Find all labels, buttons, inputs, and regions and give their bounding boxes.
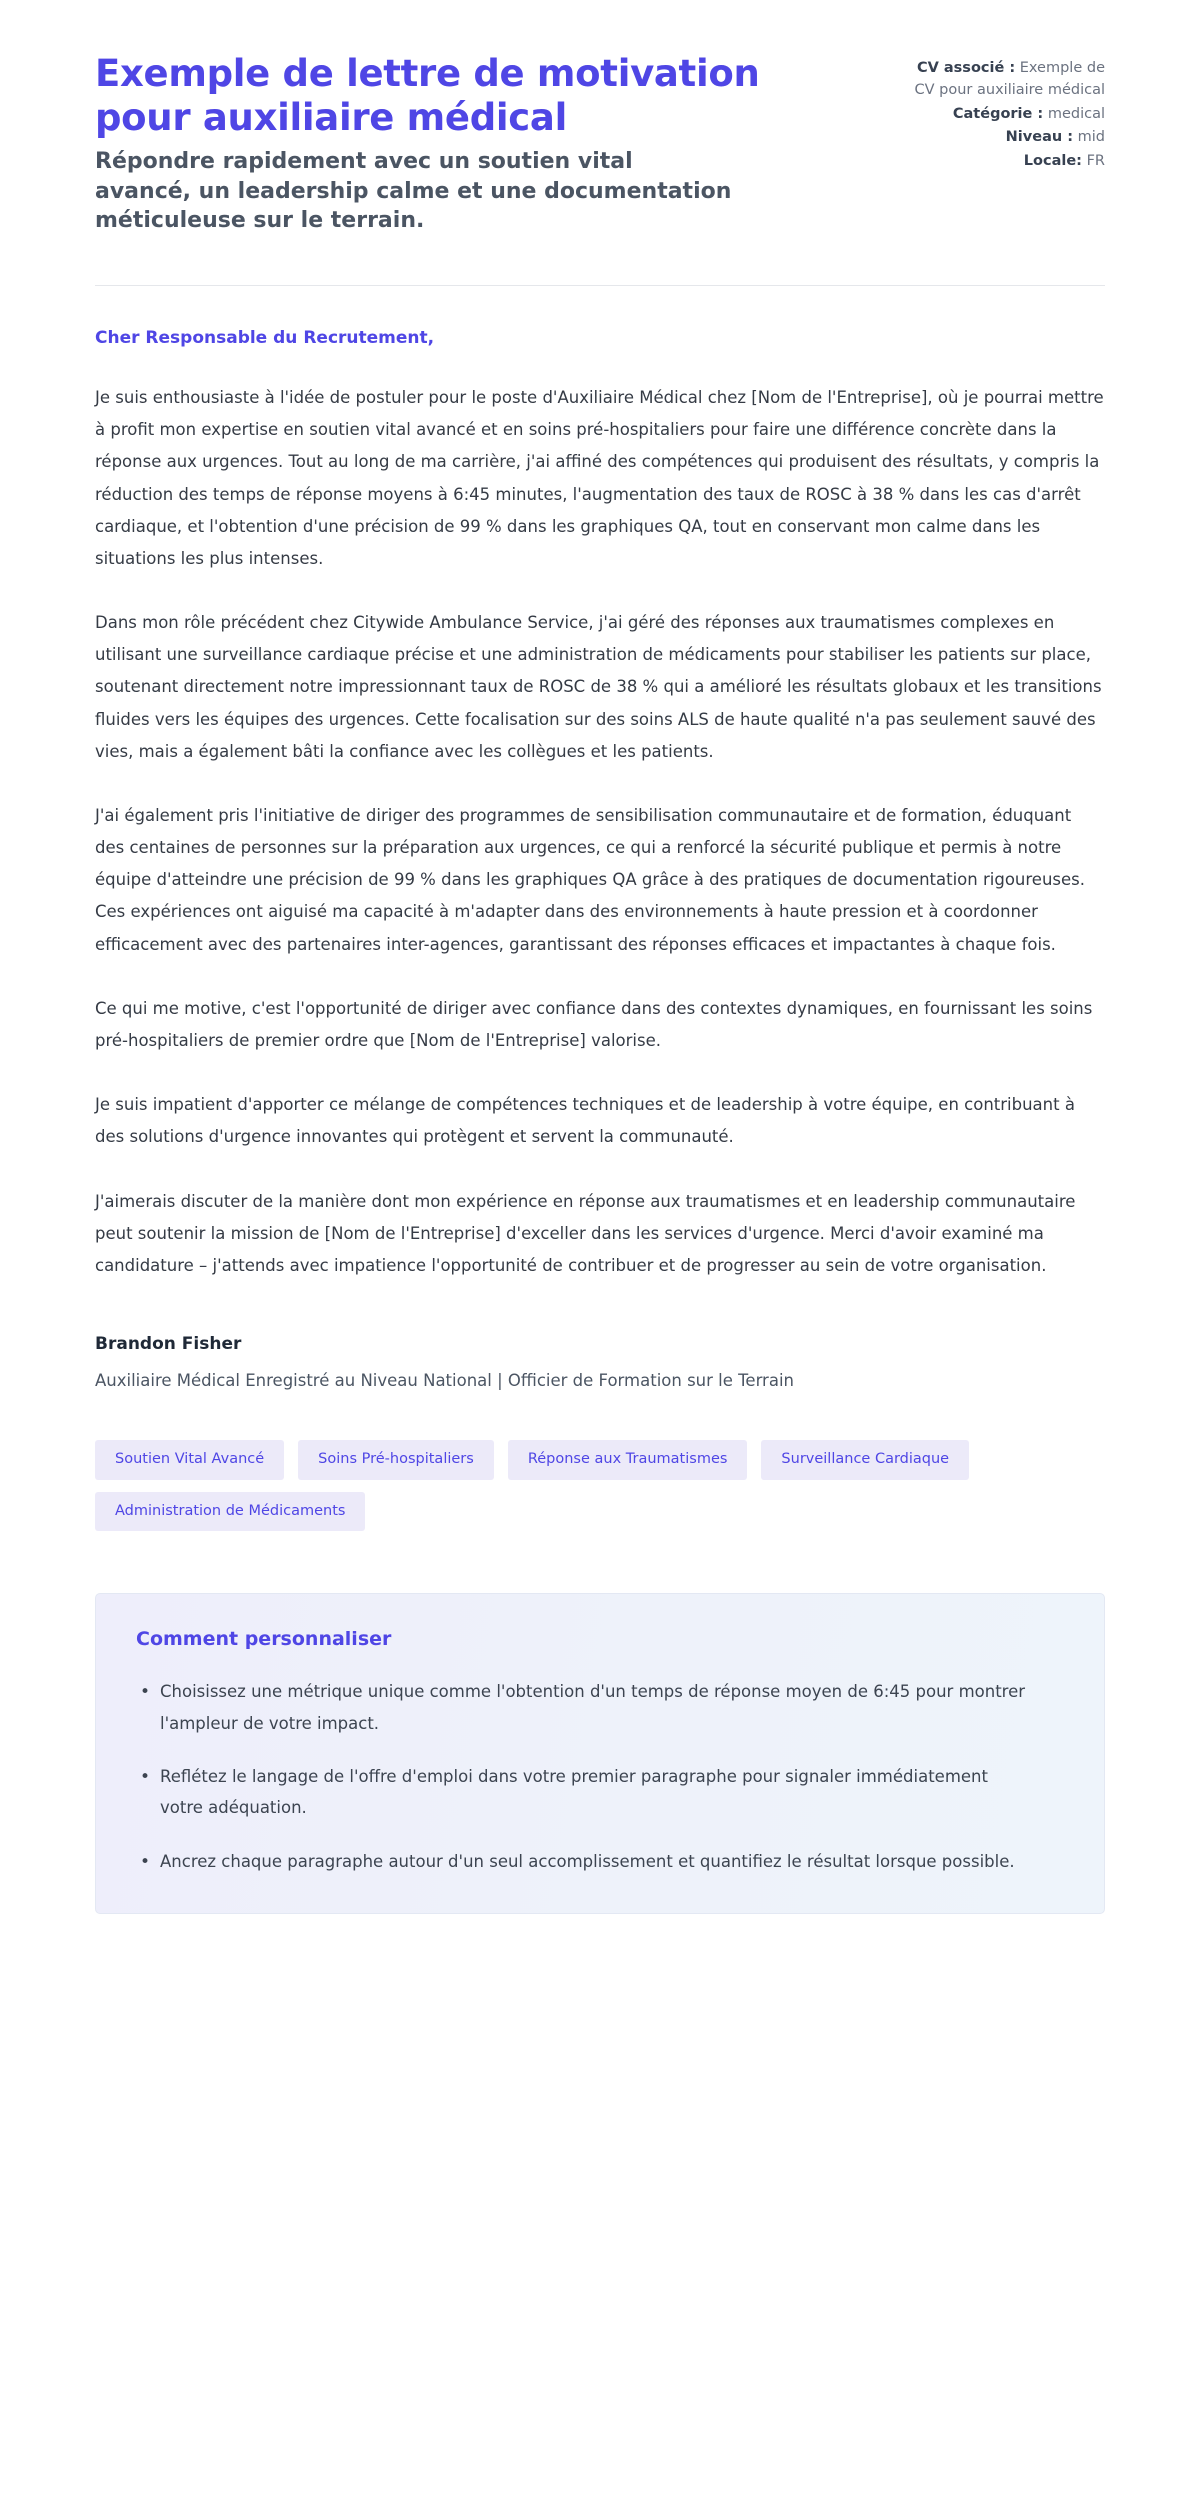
meta-value-related-cv: Exemple de CV pour auxiliaire médical [914,60,1105,98]
signature-role: Auxiliaire Médical Enregistré au Niveau National | Officier de Formation sur le Terrain [95,1371,794,1391]
callout-tip-item: • Choisissez une métrique unique comme l'obtention d'un temps de réponse moyen de 6:45 pour montrer l'ampleur de votre impact. [136,1676,1036,1739]
meta-value-locale: FR [1081,153,1105,169]
letter-paragraph: J'ai également pris l'initiative de diriger des programmes de sensibilisation communautaire et de formation, éduquant des centaines de personnes sur la préparation aux urgences, ce qui a renforcé la sécurité publique et permis à notre équipe d'atteindre une précision de 99 % dans les graphiques QA grâce à des pratiques de documentation rigoureuses. Ces expériences ont aiguisé ma capacité à m'adapter dans des environnements à haute pression et à coordonner efficacement avec des partenaires inter-agences, garantissant des réponses efficaces et impactantes à chaque fois. [95,805,1085,954]
meta-row-category [900,104,1105,126]
header-text-block [95,52,835,235]
customization-callout [95,1593,1105,1914]
document-metadata [900,52,1105,175]
meta-row-locale [900,151,1105,173]
skill-tag-list [95,1440,1105,1531]
skill-tag[interactable]: Surveillance Cardiaque [761,1440,969,1479]
callout-tip-item: • Ancrez chaque paragraphe autour d'un seul accomplissement et quantifiez le résultat lorsque possible. [136,1846,1036,1877]
callout-tip-item: • Reflétez le langage de l'offre d'emploi dans votre premier paragraphe pour signaler immédiatement votre adéquation. [136,1761,1036,1824]
letter-salutation: Cher Responsable du Recrutement, [95,328,435,349]
meta-label-locale: Locale: [1023,153,1082,169]
page-content [95,0,1105,1914]
letter-body [95,286,1105,1282]
letter-paragraph: Ce qui me motive, c'est l'opportunité de diriger avec confiance dans des contextes dynamiques, en fournissant les soins pré-hospitaliers de premier ordre que [Nom de l'Entreprise] valorise. [95,998,1093,1050]
meta-value-category: medical [1043,105,1105,122]
skill-tag[interactable]: Soins Pré-hospitaliers [298,1440,494,1479]
letter-paragraph: Dans mon rôle précédent chez Citywide Ambulance Service, j'ai géré des réponses aux traumatismes complexes en utilisant une surveillance cardiaque précise et une administration de médicaments pour stabiliser les patients sur place, soutenant directement notre impressionnant taux de ROSC de 38 % qui a amélioré les résultats globaux et les transitions fluides vers les équipes des urgences. Cette focalisation sur des soins ALS de haute qualité n'a pas seulement sauvé des vies, mais a également bâti la confiance avec les collègues et les patients. [95,613,1102,761]
letter-paragraphs [95,382,1105,1282]
skill-tag[interactable]: Soutien Vital Avancé [95,1440,284,1479]
page-subtitle: Répondre rapidement avec un soutien vital avancé, un leadership calme et une documentation méticuleuse sur le terrain. [95,149,732,233]
meta-label-related-cv: CV associé : [916,60,1016,76]
meta-row-related-cv [900,58,1105,102]
signature-name: Brandon Fisher [95,1334,242,1355]
meta-label-level: Niveau : [1005,129,1074,146]
letter-paragraph: Je suis enthousiaste à l'idée de postuler pour le poste d'Auxiliaire Médical chez [Nom de l'Entreprise], où je pourrai mettre à profit mon expertise en soutien vital avancé et en soins pré-hospitaliers pour faire une différence concrète dans la réponse aux urgences. Tout au long de ma carrière, j'ai affiné des compétences qui produisent des résultats, y compris la réduction des temps de réponse moyens à 6:45 minutes, l'augmentation des taux de ROSC à 38 % dans les cas d'arrêt cardiaque, et l'obtention d'une précision de 99 % dans les graphiques QA, tout en conservant mon calme dans les situations les plus intenses. [95,388,1104,568]
page-header [95,52,1105,235]
meta-row-level [900,127,1105,149]
callout-title: Comment personnaliser [136,1628,392,1651]
skill-tag[interactable]: Administration de Médicaments [95,1492,365,1531]
signature-block [95,1334,1105,1394]
page-title: Exemple de lettre de motivation pour auxiliaire médical [95,52,760,139]
letter-paragraph: J'aimerais discuter de la manière dont mon expérience en réponse aux traumatismes et en leadership communautaire peut soutenir la mission de [Nom de l'Entreprise] d'exceller dans les services d'urgence. Merci d'avoir examiné ma candidature – j'attends avec impatience l'opportunité de contribuer et de progresser au sein de votre organisation. [95,1191,1076,1275]
skill-tag[interactable]: Réponse aux Traumatismes [508,1440,748,1479]
letter-paragraph: Je suis impatient d'apporter ce mélange de compétences techniques et de leadership à votre équipe, en contribuant à des solutions d'urgence innovantes qui protègent et servent la communauté. [95,1095,1075,1147]
callout-tip-list [136,1676,1064,1877]
meta-value-level: mid [1073,129,1105,146]
meta-label-category: Catégorie : [952,105,1044,122]
